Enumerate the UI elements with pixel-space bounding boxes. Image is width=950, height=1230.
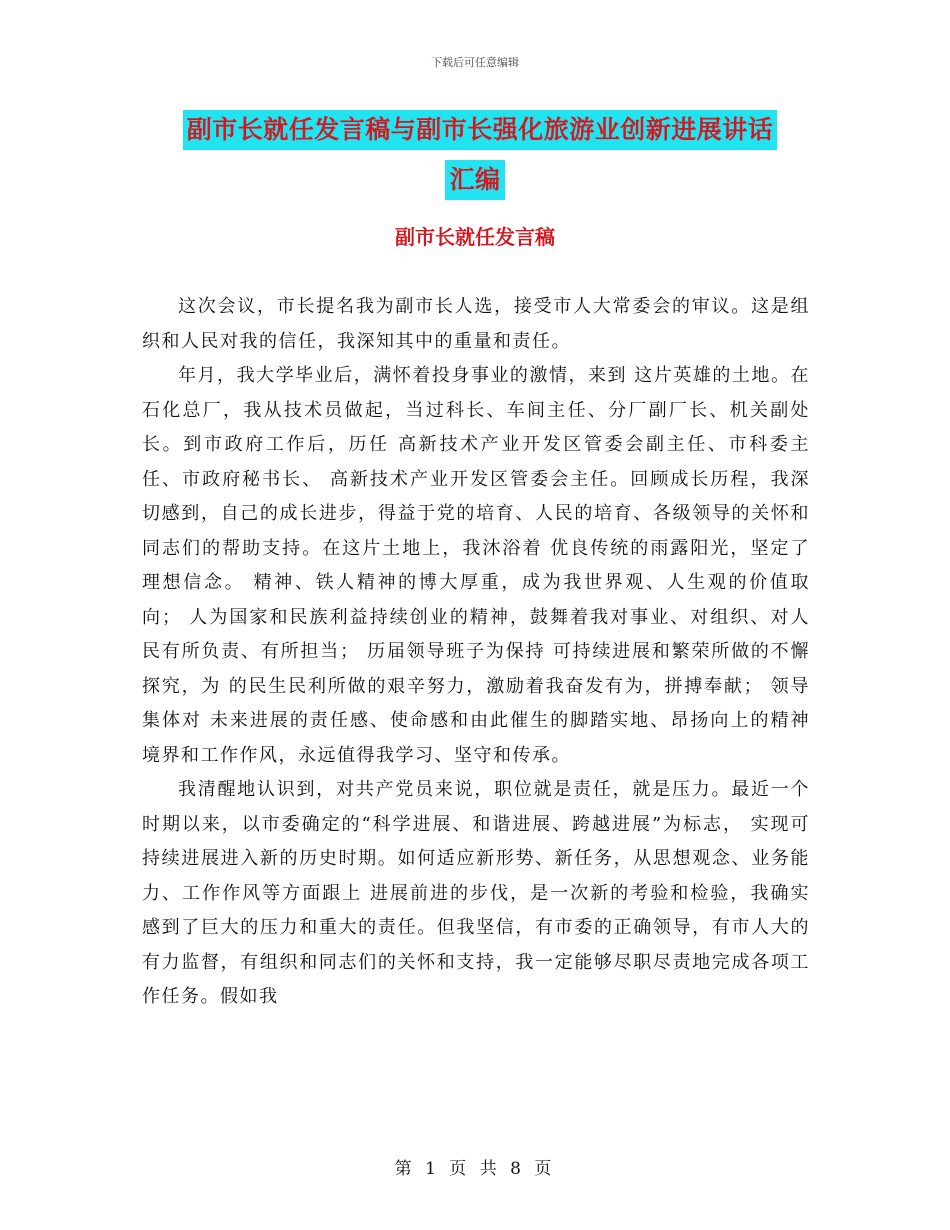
page-footer: 第 1 页 共 8 页 (394, 1159, 556, 1179)
title-line-1: 副市长就任发言稿与副市长强化旅游业创新进展讲话 (183, 110, 778, 150)
paragraph: 年月，我大学毕业后，满怀着投身事业的激情，来到 这片英雄的土地。在石化总厂，我从技术员做起，当过科长、车间主任、分厂副厂长、机关副处长。到市政府工作后，历任 高新技术产业开发区管委会副主任、市科委主任、市政府秘书长、 高新技术产业开发区管委会主任。回顾成长历程，我深切感到，自己的成长进步，得益于党的培育、人民的培育、各级领导的关怀和同志们的帮助支持。在这片土地上，我沐浴着 优良传统的雨露阳光，坚定了理想信念。 精神、铁人精神的博大厚重，成为我世界观、人生观的价值取向； 人为国家和民族利益持续创业的精神，鼓舞着我对事业、对组织、对人民有所负责、有所担当； 历届领导班子为保持 可持续进展和繁荣所做的不懈探究，为 的民生民利所做的艰辛努力，激励着我奋发有为，拼搏奉献； 领导集体对 未来进展的责任感、使命感和由此催生的脚踏实地、昂扬向上的精神境界和工作作风，永远值得我学习、坚守和传承。 (142, 365, 810, 766)
paragraph: 我清醒地认识到，对共产党员来说，职位就是责任，就是压力。最近一个时期以来，以市委确定的“科学进展、和谐进展、跨越进展”为标志， 实现可持续进展进入新的历史时期。如何适应新形势、新任务，从思想观念、业务能力、工作作风等方面跟上 进展前进的步伐，是一次新的考验和检验，我确实感到了巨大的压力和重大的责任。但我坚信，有市委的正确领导，有市人大的有力监督，有组织和同志们的关怀和支持，我一定能够尽职尽责地完成各项工作任务。假如我 (142, 779, 810, 1007)
section-heading: 副市长就任发言稿 (395, 225, 555, 249)
title-line-2: 汇编 (445, 160, 504, 200)
document-body (142, 290, 810, 1015)
paragraph: 这次会议，市长提名我为副市长人选，接受市人大常委会的审议。这是组织和人民对我的信任，我深知其中的重量和责任。 (142, 296, 810, 352)
page-header: 下载后可任意编辑 (431, 56, 519, 69)
document-title (0, 110, 950, 200)
